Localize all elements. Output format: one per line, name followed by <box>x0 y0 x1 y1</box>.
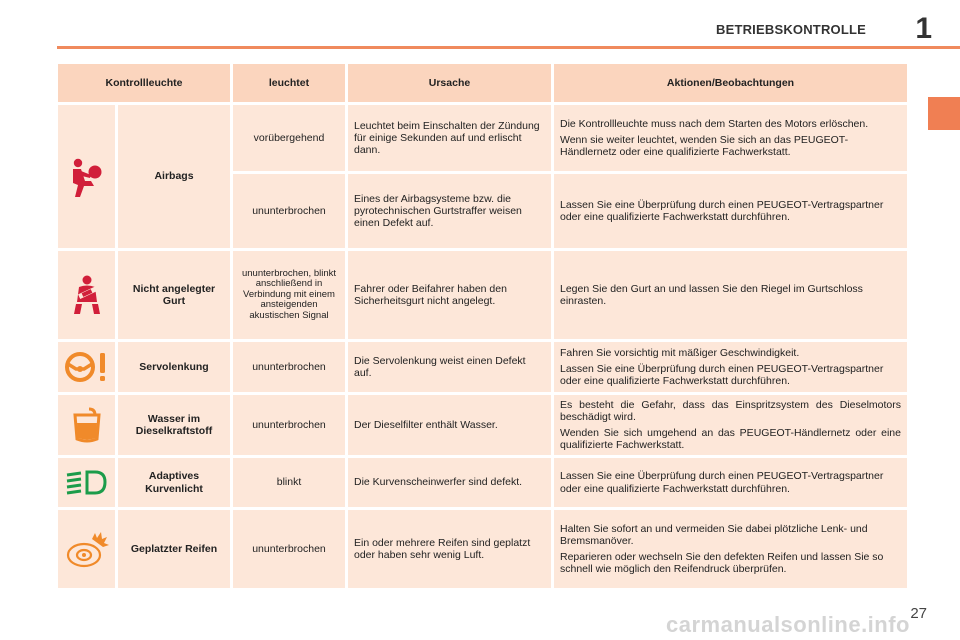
page-number: 27 <box>910 605 927 622</box>
water-in-diesel-icon <box>58 395 115 455</box>
row-name-wasser: Wasser im Dieselkraftstoff <box>118 395 230 455</box>
warning-lights-table <box>58 64 904 603</box>
chapter-number: 1 <box>915 12 932 45</box>
cornering-light-icon <box>58 458 115 507</box>
header-rule <box>57 46 960 49</box>
action-text: Halten Sie sofort an und vermeiden Sie dabei plötzliche Lenk- und Bremsmanöver. <box>560 522 868 547</box>
action-text: Lassen Sie eine Überprüfung durch einen PEUGEOT-Vertragspartner oder eine qualifizierte Fachwerkstatt durchführen. <box>560 362 884 388</box>
action-text: Reparieren oder wechseln Sie den defekten Reifen und lassen Sie so schnell wie möglich den Reifendruck überprüfen. <box>560 551 884 576</box>
row-name-airbags: Airbags <box>118 105 230 248</box>
action-text: Wenn sie weiter leuchtet, wenden Sie sich an das PEUGEOT-Händlernetz oder eine qualifizierte Fachwerkstatt. <box>560 133 849 159</box>
state-cell: ununterbrochen <box>233 395 345 455</box>
state-cell: ununterbrochen <box>233 510 345 588</box>
action-text: Wenden Sie sich umgehend an das PEUGEOT-Händlernetz oder eine qualifizierte Fachwerkstatt. <box>560 427 901 452</box>
cause-cell: Ein oder mehrere Reifen sind geplatzt oder haben sehr wenig Luft. <box>348 510 551 588</box>
watermark: carmanualsonline.info <box>666 612 910 637</box>
col-header-leuchtet: leuchtet <box>233 64 345 102</box>
action-text: Es besteht die Gefahr, dass das Einspritzsystem des Dieselmotors beschädigt wird. <box>560 398 901 423</box>
state-cell: ununterbrochen, blinkt anschließend in Verbindung mit einem ansteigenden akustischen Signal <box>233 251 345 339</box>
actions-cell <box>554 510 907 588</box>
actions-cell <box>554 458 907 507</box>
cause-cell: Eines der Airbagsysteme bzw. die pyrotechnischen Gurtstraffer weisen einen Defekt auf. <box>348 174 551 248</box>
col-header-kontrollleuchte: Kontrollleuchte <box>58 64 230 102</box>
row-name-kurvenlicht: Adaptives Kurvenlicht <box>118 458 230 507</box>
chapter-title: BETRIEBSKONTROLLE <box>715 22 866 37</box>
airbag-icon <box>58 105 115 248</box>
action-text: Legen Sie den Gurt an und lassen Sie den Riegel im Gurtschloss einrasten. <box>560 282 863 307</box>
row-name-servolenkung: Servolenkung <box>118 342 230 392</box>
steering-warning-icon <box>58 342 115 392</box>
state-cell: ununterbrochen <box>233 342 345 392</box>
actions-cell <box>554 251 907 339</box>
col-header-aktionen: Aktionen/Beobachtungen <box>554 64 907 102</box>
action-text: Die Kontrollleuchte muss nach dem Starten des Motors erlöschen. <box>560 117 869 130</box>
actions-cell <box>554 105 907 171</box>
state-cell: vorübergehend <box>233 105 345 171</box>
cause-cell: Fahrer oder Beifahrer haben den Sicherheitsgurt nicht angelegt. <box>348 251 551 339</box>
row-name-gurt: Nicht angelegter Gurt <box>118 251 230 339</box>
action-text: Fahren Sie vorsichtig mit mäßiger Geschwindigkeit. <box>560 346 800 359</box>
flat-tyre-icon <box>58 510 115 588</box>
actions-cell <box>554 342 907 392</box>
cause-cell: Die Kurvenscheinwerfer sind defekt. <box>348 458 551 507</box>
seatbelt-icon <box>58 251 115 339</box>
cause-cell: Die Servolenkung weist einen Defekt auf. <box>348 342 551 392</box>
actions-cell <box>554 395 907 455</box>
state-cell: blinkt <box>233 458 345 507</box>
cause-cell: Der Dieselfilter enthält Wasser. <box>348 395 551 455</box>
cause-cell: Leuchtet beim Einschalten der Zündung für einige Sekunden auf und erlischt dann. <box>348 105 551 171</box>
action-text: Lassen Sie eine Überprüfung durch einen PEUGEOT-Vertragspartner oder eine qualifizierte Fachwerkstatt durchführen. <box>560 198 884 223</box>
col-header-ursache: Ursache <box>348 64 551 102</box>
actions-cell <box>554 174 907 248</box>
action-text: Lassen Sie eine Überprüfung durch einen PEUGEOT-Vertragspartner oder eine qualifizierte Fachwerkstatt durchführen. <box>560 470 884 495</box>
row-name-reifen: Geplatzter Reifen <box>118 510 230 588</box>
chapter-tab[interactable] <box>928 97 960 130</box>
state-cell: ununterbrochen <box>233 174 345 248</box>
